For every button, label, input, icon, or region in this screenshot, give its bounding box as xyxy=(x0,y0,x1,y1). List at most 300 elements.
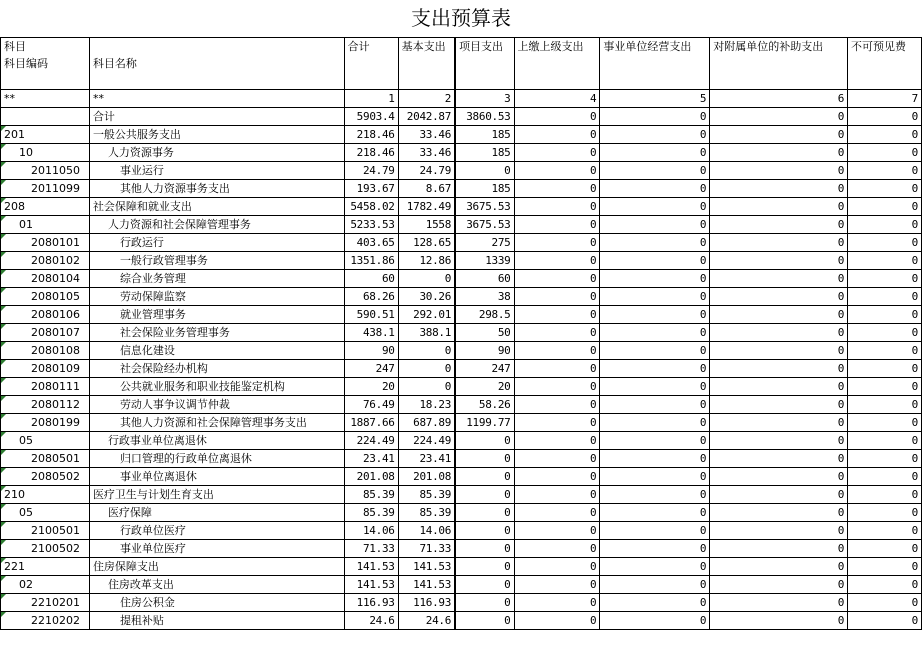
value-cell[interactable]: 0 xyxy=(710,504,848,522)
code-cell[interactable]: 2011050 xyxy=(1,162,90,180)
value-cell[interactable]: 201.08 xyxy=(398,468,455,486)
index-cell[interactable]: 2 xyxy=(398,90,455,108)
index-cell[interactable]: 3 xyxy=(455,90,514,108)
value-cell[interactable]: 0 xyxy=(514,540,600,558)
name-cell[interactable]: 事业单位医疗 xyxy=(89,540,344,558)
value-cell[interactable]: 0 xyxy=(848,108,922,126)
value-cell[interactable]: 0 xyxy=(455,522,514,540)
value-cell[interactable]: 224.49 xyxy=(398,432,455,450)
value-cell[interactable]: 2042.87 xyxy=(398,108,455,126)
value-cell[interactable]: 0 xyxy=(710,540,848,558)
value-cell[interactable]: 1199.77 xyxy=(455,414,514,432)
value-cell[interactable]: 0 xyxy=(514,306,600,324)
value-cell[interactable]: 0 xyxy=(455,450,514,468)
value-cell[interactable]: 201.08 xyxy=(344,468,398,486)
value-cell[interactable]: 5233.53 xyxy=(344,216,398,234)
value-cell[interactable]: 3675.53 xyxy=(455,198,514,216)
value-cell[interactable]: 0 xyxy=(514,324,600,342)
value-cell[interactable]: 0 xyxy=(600,144,710,162)
code-cell[interactable]: 2080199 xyxy=(1,414,90,432)
value-cell[interactable]: 0 xyxy=(710,180,848,198)
value-cell[interactable]: 0 xyxy=(848,468,922,486)
name-cell[interactable]: 行政单位医疗 xyxy=(89,522,344,540)
index-cell[interactable]: 5 xyxy=(600,90,710,108)
value-cell[interactable]: 0 xyxy=(710,522,848,540)
name-cell[interactable]: 信息化建设 xyxy=(89,342,344,360)
value-cell[interactable]: 0 xyxy=(600,288,710,306)
code-cell[interactable]: 2080109 xyxy=(1,360,90,378)
header-cell-col-0[interactable]: 合计 xyxy=(344,38,398,56)
value-cell[interactable]: 0 xyxy=(600,162,710,180)
header-blank-cell[interactable] xyxy=(848,72,922,90)
code-cell[interactable]: 2080105 xyxy=(1,288,90,306)
value-cell[interactable]: 0 xyxy=(710,288,848,306)
value-cell[interactable]: 0 xyxy=(710,576,848,594)
code-cell[interactable]: 01 xyxy=(1,216,90,234)
value-cell[interactable]: 0 xyxy=(455,594,514,612)
value-cell[interactable]: 0 xyxy=(710,198,848,216)
name-cell[interactable]: 归口管理的行政单位离退休 xyxy=(89,450,344,468)
header-blank-cell[interactable] xyxy=(600,72,710,90)
value-cell[interactable]: 218.46 xyxy=(344,144,398,162)
value-cell[interactable]: 0 xyxy=(455,468,514,486)
value-cell[interactable]: 0 xyxy=(514,342,600,360)
value-cell[interactable]: 0 xyxy=(455,162,514,180)
name-cell[interactable]: 行政运行 xyxy=(89,234,344,252)
name-cell[interactable]: 就业管理事务 xyxy=(89,306,344,324)
value-cell[interactable]: 0 xyxy=(710,126,848,144)
value-cell[interactable]: 0 xyxy=(710,144,848,162)
code-cell[interactable]: 221 xyxy=(1,558,90,576)
code-cell[interactable]: 2011099 xyxy=(1,180,90,198)
code-cell[interactable]: 2080108 xyxy=(1,342,90,360)
value-cell[interactable]: 85.39 xyxy=(398,486,455,504)
value-cell[interactable]: 590.51 xyxy=(344,306,398,324)
value-cell[interactable]: 0 xyxy=(710,450,848,468)
value-cell[interactable]: 0 xyxy=(600,306,710,324)
value-cell[interactable]: 0 xyxy=(398,378,455,396)
code-cell[interactable]: 02 xyxy=(1,576,90,594)
value-cell[interactable]: 0 xyxy=(514,594,600,612)
value-cell[interactable]: 0 xyxy=(600,468,710,486)
value-cell[interactable]: 0 xyxy=(600,486,710,504)
value-cell[interactable]: 0 xyxy=(710,252,848,270)
header-cell-name-label[interactable]: 科目名称 xyxy=(89,55,344,72)
code-cell[interactable]: 2080111 xyxy=(1,378,90,396)
value-cell[interactable]: 0 xyxy=(848,414,922,432)
value-cell[interactable]: 141.53 xyxy=(344,558,398,576)
value-cell[interactable]: 438.1 xyxy=(344,324,398,342)
value-cell[interactable]: 292.01 xyxy=(398,306,455,324)
value-cell[interactable]: 0 xyxy=(600,378,710,396)
code-cell[interactable]: 2080501 xyxy=(1,450,90,468)
value-cell[interactable]: 90 xyxy=(455,342,514,360)
value-cell[interactable]: 0 xyxy=(848,216,922,234)
name-cell[interactable]: 合计 xyxy=(89,108,344,126)
value-cell[interactable]: 0 xyxy=(455,486,514,504)
value-cell[interactable]: 185 xyxy=(455,126,514,144)
value-cell[interactable]: 298.5 xyxy=(455,306,514,324)
index-cell-name[interactable]: ** xyxy=(89,90,344,108)
value-cell[interactable]: 247 xyxy=(344,360,398,378)
header-blank-cell[interactable] xyxy=(710,55,848,72)
value-cell[interactable]: 0 xyxy=(710,162,848,180)
name-cell[interactable]: 人力资源事务 xyxy=(89,144,344,162)
code-cell[interactable]: 2080101 xyxy=(1,234,90,252)
value-cell[interactable]: 0 xyxy=(848,306,922,324)
value-cell[interactable]: 0 xyxy=(600,324,710,342)
header-blank-cell[interactable] xyxy=(710,72,848,90)
header-blank-cell[interactable] xyxy=(344,72,398,90)
header-blank-cell[interactable] xyxy=(600,55,710,72)
value-cell[interactable]: 0 xyxy=(514,234,600,252)
value-cell[interactable]: 0 xyxy=(514,216,600,234)
value-cell[interactable]: 0 xyxy=(514,252,600,270)
value-cell[interactable]: 0 xyxy=(848,324,922,342)
value-cell[interactable]: 141.53 xyxy=(398,558,455,576)
value-cell[interactable]: 0 xyxy=(600,540,710,558)
value-cell[interactable]: 0 xyxy=(848,234,922,252)
value-cell[interactable]: 12.86 xyxy=(398,252,455,270)
value-cell[interactable]: 0 xyxy=(600,180,710,198)
value-cell[interactable]: 0 xyxy=(455,558,514,576)
value-cell[interactable]: 18.23 xyxy=(398,396,455,414)
value-cell[interactable]: 0 xyxy=(514,432,600,450)
code-cell[interactable]: 05 xyxy=(1,432,90,450)
value-cell[interactable]: 5458.02 xyxy=(344,198,398,216)
value-cell[interactable]: 687.89 xyxy=(398,414,455,432)
name-cell[interactable]: 劳动保障监察 xyxy=(89,288,344,306)
value-cell[interactable]: 0 xyxy=(848,252,922,270)
value-cell[interactable]: 0 xyxy=(710,414,848,432)
value-cell[interactable]: 0 xyxy=(710,270,848,288)
value-cell[interactable]: 0 xyxy=(848,360,922,378)
value-cell[interactable]: 0 xyxy=(710,324,848,342)
value-cell[interactable]: 0 xyxy=(514,450,600,468)
value-cell[interactable]: 8.67 xyxy=(398,180,455,198)
name-cell[interactable]: 事业单位离退休 xyxy=(89,468,344,486)
sheet-title: 支出预算表 xyxy=(411,6,511,30)
value-cell[interactable]: 275 xyxy=(455,234,514,252)
value-cell[interactable]: 0 xyxy=(514,504,600,522)
name-cell[interactable]: 住房公积金 xyxy=(89,594,344,612)
value-cell[interactable]: 1782.49 xyxy=(398,198,455,216)
value-cell[interactable]: 14.06 xyxy=(398,522,455,540)
value-cell[interactable]: 0 xyxy=(710,234,848,252)
value-cell[interactable]: 0 xyxy=(848,432,922,450)
value-cell[interactable]: 0 xyxy=(710,594,848,612)
value-cell[interactable]: 0 xyxy=(710,342,848,360)
value-cell[interactable]: 85.39 xyxy=(398,504,455,522)
index-cell-code[interactable]: ** xyxy=(1,90,90,108)
name-cell[interactable]: 人力资源和社会保障管理事务 xyxy=(89,216,344,234)
name-cell[interactable]: 医疗卫生与计划生育支出 xyxy=(89,486,344,504)
value-cell[interactable]: 68.26 xyxy=(344,288,398,306)
code-cell[interactable]: 2080502 xyxy=(1,468,90,486)
value-cell[interactable]: 0 xyxy=(848,558,922,576)
value-cell[interactable]: 14.06 xyxy=(344,522,398,540)
value-cell[interactable]: 0 xyxy=(514,180,600,198)
value-cell[interactable]: 0 xyxy=(514,612,600,630)
value-cell[interactable]: 0 xyxy=(600,126,710,144)
value-cell[interactable]: 0 xyxy=(455,576,514,594)
header-blank-cell[interactable] xyxy=(848,55,922,72)
value-cell[interactable]: 24.79 xyxy=(344,162,398,180)
value-cell[interactable]: 0 xyxy=(848,612,922,630)
value-cell[interactable]: 0 xyxy=(710,306,848,324)
value-cell[interactable]: 1339 xyxy=(455,252,514,270)
value-cell[interactable]: 60 xyxy=(344,270,398,288)
value-cell[interactable]: 0 xyxy=(600,450,710,468)
value-cell[interactable]: 0 xyxy=(514,414,600,432)
name-cell[interactable]: 社会保险业务管理事务 xyxy=(89,324,344,342)
name-cell[interactable]: 综合业务管理 xyxy=(89,270,344,288)
header-cell-col-2[interactable]: 项目支出 xyxy=(455,38,514,56)
value-cell[interactable]: 0 xyxy=(600,108,710,126)
value-cell[interactable]: 0 xyxy=(848,576,922,594)
code-cell[interactable]: 2080112 xyxy=(1,396,90,414)
value-cell[interactable]: 0 xyxy=(600,216,710,234)
name-cell[interactable]: 劳动人事争议调节仲裁 xyxy=(89,396,344,414)
value-cell[interactable]: 116.93 xyxy=(344,594,398,612)
value-cell[interactable]: 0 xyxy=(848,162,922,180)
header-blank-cell[interactable] xyxy=(398,72,455,90)
value-cell[interactable]: 0 xyxy=(600,360,710,378)
value-cell[interactable]: 128.65 xyxy=(398,234,455,252)
value-cell[interactable]: 0 xyxy=(848,486,922,504)
value-cell[interactable]: 23.41 xyxy=(398,450,455,468)
value-cell[interactable]: 218.46 xyxy=(344,126,398,144)
header-blank-cell[interactable] xyxy=(89,72,344,90)
value-cell[interactable]: 185 xyxy=(455,180,514,198)
code-cell[interactable]: 10 xyxy=(1,144,90,162)
value-cell[interactable]: 0 xyxy=(848,378,922,396)
value-cell[interactable]: 141.53 xyxy=(398,576,455,594)
value-cell[interactable]: 33.46 xyxy=(398,126,455,144)
code-cell[interactable]: 2100502 xyxy=(1,540,90,558)
value-cell[interactable]: 24.6 xyxy=(398,612,455,630)
name-cell[interactable]: 住房保障支出 xyxy=(89,558,344,576)
code-cell[interactable]: 2080107 xyxy=(1,324,90,342)
value-cell[interactable]: 0 xyxy=(710,612,848,630)
value-cell[interactable]: 24.79 xyxy=(398,162,455,180)
value-cell[interactable]: 0 xyxy=(710,432,848,450)
value-cell[interactable]: 0 xyxy=(848,396,922,414)
value-cell[interactable]: 0 xyxy=(398,360,455,378)
value-cell[interactable]: 224.49 xyxy=(344,432,398,450)
value-cell[interactable]: 0 xyxy=(600,576,710,594)
name-cell[interactable]: 医疗保障 xyxy=(89,504,344,522)
value-cell[interactable]: 85.39 xyxy=(344,504,398,522)
index-cell[interactable]: 6 xyxy=(710,90,848,108)
header-cell-col-6[interactable]: 不可预见费 xyxy=(848,38,922,56)
value-cell[interactable]: 0 xyxy=(514,378,600,396)
value-cell[interactable]: 60 xyxy=(455,270,514,288)
code-cell[interactable]: 2210202 xyxy=(1,612,90,630)
value-cell[interactable]: 85.39 xyxy=(344,486,398,504)
value-cell[interactable]: 0 xyxy=(848,288,922,306)
value-cell[interactable]: 0 xyxy=(848,504,922,522)
value-cell[interactable]: 0 xyxy=(514,198,600,216)
value-cell[interactable]: 0 xyxy=(848,180,922,198)
value-cell[interactable]: 0 xyxy=(600,198,710,216)
header-cell-empty[interactable] xyxy=(89,38,344,56)
header-blank-cell[interactable] xyxy=(514,72,600,90)
value-cell[interactable]: 71.33 xyxy=(398,540,455,558)
value-cell[interactable]: 3675.53 xyxy=(455,216,514,234)
value-cell[interactable]: 71.33 xyxy=(344,540,398,558)
value-cell[interactable]: 388.1 xyxy=(398,324,455,342)
value-cell[interactable]: 20 xyxy=(344,378,398,396)
value-cell[interactable]: 1558 xyxy=(398,216,455,234)
value-cell[interactable]: 0 xyxy=(514,396,600,414)
code-cell[interactable]: 210 xyxy=(1,486,90,504)
value-cell[interactable]: 116.93 xyxy=(398,594,455,612)
code-cell[interactable]: 2100501 xyxy=(1,522,90,540)
value-cell[interactable]: 0 xyxy=(600,612,710,630)
value-cell[interactable]: 1887.66 xyxy=(344,414,398,432)
value-cell[interactable]: 0 xyxy=(514,144,600,162)
table-row xyxy=(1,108,922,126)
index-cell[interactable]: 1 xyxy=(344,90,398,108)
value-cell[interactable]: 0 xyxy=(848,144,922,162)
value-cell[interactable]: 0 xyxy=(848,594,922,612)
value-cell[interactable]: 90 xyxy=(344,342,398,360)
value-cell[interactable]: 58.26 xyxy=(455,396,514,414)
value-cell[interactable]: 0 xyxy=(514,270,600,288)
value-cell[interactable]: 0 xyxy=(710,108,848,126)
value-cell[interactable]: 0 xyxy=(514,108,600,126)
name-cell[interactable]: 公共就业服务和职业技能鉴定机构 xyxy=(89,378,344,396)
value-cell[interactable]: 5903.4 xyxy=(344,108,398,126)
value-cell[interactable]: 0 xyxy=(455,504,514,522)
header-cell-col-3[interactable]: 上缴上级支出 xyxy=(514,38,600,56)
value-cell[interactable]: 0 xyxy=(710,360,848,378)
header-cell-group[interactable]: 科目 xyxy=(1,38,90,56)
name-cell[interactable]: 事业运行 xyxy=(89,162,344,180)
value-cell[interactable]: 0 xyxy=(848,450,922,468)
value-cell[interactable]: 0 xyxy=(848,540,922,558)
value-cell[interactable]: 0 xyxy=(398,342,455,360)
value-cell[interactable]: 0 xyxy=(455,540,514,558)
value-cell[interactable]: 0 xyxy=(514,360,600,378)
value-cell[interactable]: 0 xyxy=(848,126,922,144)
name-cell[interactable]: 行政事业单位离退休 xyxy=(89,432,344,450)
value-cell[interactable]: 0 xyxy=(710,378,848,396)
code-cell[interactable]: 2210201 xyxy=(1,594,90,612)
value-cell[interactable]: 0 xyxy=(848,270,922,288)
value-cell[interactable]: 247 xyxy=(455,360,514,378)
value-cell[interactable]: 0 xyxy=(600,342,710,360)
header-blank-cell[interactable] xyxy=(344,55,398,72)
value-cell[interactable]: 0 xyxy=(514,162,600,180)
value-cell[interactable]: 0 xyxy=(848,198,922,216)
index-cell[interactable]: 4 xyxy=(514,90,600,108)
header-cell-col-5[interactable]: 对附属单位的补助支出 xyxy=(710,38,848,56)
value-cell[interactable]: 0 xyxy=(600,558,710,576)
value-cell[interactable]: 0 xyxy=(710,396,848,414)
value-cell[interactable]: 0 xyxy=(848,342,922,360)
name-cell[interactable]: 社会保障和就业支出 xyxy=(89,198,344,216)
value-cell[interactable]: 0 xyxy=(514,486,600,504)
value-cell[interactable]: 0 xyxy=(600,594,710,612)
value-cell[interactable]: 50 xyxy=(455,324,514,342)
code-cell[interactable]: 2080104 xyxy=(1,270,90,288)
value-cell[interactable]: 0 xyxy=(514,468,600,486)
header-cell-col-1[interactable]: 基本支出 xyxy=(398,38,455,56)
value-cell[interactable]: 0 xyxy=(514,576,600,594)
value-cell[interactable]: 0 xyxy=(514,522,600,540)
header-blank-cell[interactable] xyxy=(1,72,90,90)
value-cell[interactable]: 0 xyxy=(514,558,600,576)
value-cell[interactable]: 0 xyxy=(600,396,710,414)
value-cell[interactable]: 0 xyxy=(514,288,600,306)
value-cell[interactable]: 0 xyxy=(455,612,514,630)
value-cell[interactable]: 0 xyxy=(600,234,710,252)
value-cell[interactable]: 0 xyxy=(848,522,922,540)
value-cell[interactable]: 185 xyxy=(455,144,514,162)
value-cell[interactable]: 0 xyxy=(710,558,848,576)
value-cell[interactable]: 0 xyxy=(710,468,848,486)
value-cell[interactable]: 24.6 xyxy=(344,612,398,630)
value-cell[interactable]: 3860.53 xyxy=(455,108,514,126)
table-row xyxy=(1,342,922,360)
value-cell[interactable]: 0 xyxy=(710,486,848,504)
value-cell[interactable]: 0 xyxy=(600,414,710,432)
value-cell[interactable]: 0 xyxy=(455,432,514,450)
header-cell-code-label[interactable]: 科目编码 xyxy=(1,55,90,72)
value-cell[interactable]: 0 xyxy=(398,270,455,288)
name-cell[interactable]: 其他人力资源和社会保障管理事务支出 xyxy=(89,414,344,432)
header-blank-cell[interactable] xyxy=(514,55,600,72)
code-cell[interactable]: 05 xyxy=(1,504,90,522)
header-blank-cell[interactable] xyxy=(398,55,455,72)
header-blank-cell[interactable] xyxy=(455,55,514,72)
name-cell[interactable]: 一般公共服务支出 xyxy=(89,126,344,144)
index-cell[interactable]: 7 xyxy=(848,90,922,108)
code-cell[interactable]: 2080106 xyxy=(1,306,90,324)
value-cell[interactable]: 403.65 xyxy=(344,234,398,252)
value-cell[interactable]: 0 xyxy=(600,270,710,288)
value-cell[interactable]: 0 xyxy=(514,126,600,144)
value-cell[interactable]: 0 xyxy=(600,504,710,522)
value-cell[interactable]: 23.41 xyxy=(344,450,398,468)
value-cell[interactable]: 193.67 xyxy=(344,180,398,198)
name-cell[interactable]: 住房改革支出 xyxy=(89,576,344,594)
code-cell[interactable]: 2080102 xyxy=(1,252,90,270)
value-cell[interactable]: 38 xyxy=(455,288,514,306)
header-blank-cell[interactable] xyxy=(455,72,514,90)
code-cell[interactable]: 208 xyxy=(1,198,90,216)
name-cell[interactable]: 其他人力资源事务支出 xyxy=(89,180,344,198)
value-cell[interactable]: 0 xyxy=(600,252,710,270)
name-cell[interactable]: 社会保险经办机构 xyxy=(89,360,344,378)
code-cell[interactable] xyxy=(1,108,90,126)
value-cell[interactable]: 0 xyxy=(710,216,848,234)
value-cell[interactable]: 33.46 xyxy=(398,144,455,162)
value-cell[interactable]: 1351.86 xyxy=(344,252,398,270)
code-cell[interactable]: 201 xyxy=(1,126,90,144)
name-cell[interactable]: 一般行政管理事务 xyxy=(89,252,344,270)
value-cell[interactable]: 0 xyxy=(600,432,710,450)
name-cell[interactable]: 提租补贴 xyxy=(89,612,344,630)
value-cell[interactable]: 20 xyxy=(455,378,514,396)
value-cell[interactable]: 0 xyxy=(600,522,710,540)
value-cell[interactable]: 141.53 xyxy=(344,576,398,594)
value-cell[interactable]: 76.49 xyxy=(344,396,398,414)
header-cell-col-4[interactable]: 事业单位经营支出 xyxy=(600,38,710,56)
value-cell[interactable]: 30.26 xyxy=(398,288,455,306)
